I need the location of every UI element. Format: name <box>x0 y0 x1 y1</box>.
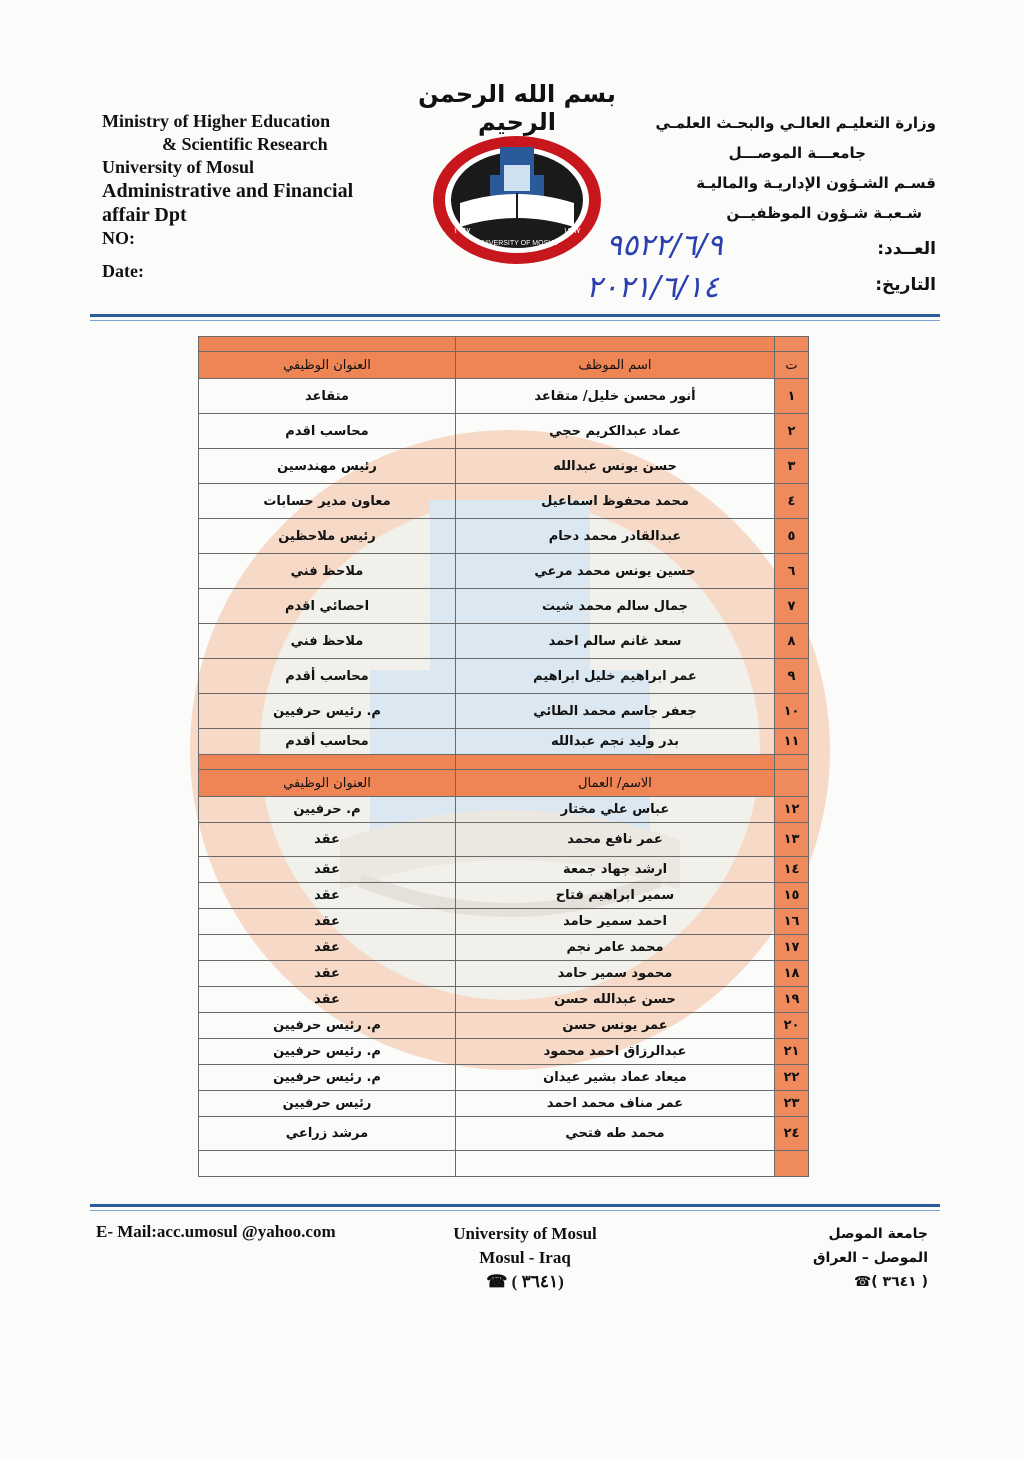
row-num: ٨ <box>775 624 809 659</box>
row-name: عبدالرزاق احمد محمود <box>456 1039 775 1065</box>
table-row <box>199 659 809 694</box>
row-num: ٢٠ <box>775 1013 809 1039</box>
handwritten-date: ٢٠٢١/٦/١٤ <box>586 270 720 305</box>
footer-center <box>440 1222 610 1294</box>
number-label-ar: العــدد: <box>877 239 936 259</box>
research-line: & Scientific Research <box>162 134 328 154</box>
row-title: ملاحظ فني <box>199 624 456 659</box>
table-header-row-labels <box>199 352 809 379</box>
header-name-spacer <box>456 337 775 352</box>
table-row <box>199 909 809 935</box>
table-header-row <box>199 337 809 352</box>
row-num: ٦ <box>775 554 809 589</box>
header-rule-thin <box>90 320 940 321</box>
table-row <box>199 449 809 484</box>
footer-university-ar: جامعة الموصل <box>828 1226 928 1242</box>
row-num: ١٥ <box>775 883 809 909</box>
row-title: معاون مدير حسابات <box>199 484 456 519</box>
handwritten-number: ٩٥٢٢/٦/٩ <box>606 228 723 263</box>
ministry-line-ar: وزارة التعليـم العالـي والبحـث العلمـي <box>655 114 936 132</box>
header-title: العنوان الوظيفي <box>199 352 456 379</box>
table-row <box>199 729 809 755</box>
footer-phone: ☎ ( ٣٦٤١) <box>486 1272 564 1291</box>
row-num: ٢ <box>775 414 809 449</box>
university-line: University of Mosul <box>102 157 254 177</box>
footer-city-ar: الموصل – العراق <box>813 1250 928 1266</box>
footer-arabic <box>728 1222 928 1294</box>
row-num: ٣ <box>775 449 809 484</box>
row-num: ٢١ <box>775 1039 809 1065</box>
row-name: حسن عبدالله حسن <box>456 987 775 1013</box>
table-row <box>199 554 809 589</box>
row-num: ٤ <box>775 484 809 519</box>
row-name: بدر وليد نجم عبدالله <box>456 729 775 755</box>
row-name: جعفر جاسم محمد الطائي <box>456 694 775 729</box>
row-name: محمد محفوظ اسماعيل <box>456 484 775 519</box>
header-rule <box>90 314 940 317</box>
ministry-line: Ministry of Higher Education <box>102 111 331 131</box>
table-row <box>199 694 809 729</box>
table-row <box>199 519 809 554</box>
row-num: ١٢ <box>775 797 809 823</box>
row-title: رئيس حرفيين <box>199 1091 456 1117</box>
row-name: محمد طه فتحي <box>456 1117 775 1151</box>
table-row <box>199 624 809 659</box>
row-title: عقد <box>199 961 456 987</box>
row-title: متقاعد <box>199 379 456 414</box>
row-title: عقد <box>199 909 456 935</box>
header2-num <box>775 770 809 797</box>
department-line-ar: قسـم الشـؤون الإداريـة والماليـة <box>696 174 936 192</box>
table-row <box>199 379 809 414</box>
footer-city: Mosul - Iraq <box>479 1248 571 1267</box>
row-name: حسن يونس عبدالله <box>456 449 775 484</box>
row-title: م. رئيس حرفيين <box>199 1039 456 1065</box>
row-title <box>199 1151 456 1177</box>
date-label-en: Date: <box>102 261 144 281</box>
table-row <box>199 987 809 1013</box>
row-title: م. رئيس حرفيين <box>199 1065 456 1091</box>
employee-table <box>198 336 809 1177</box>
table-row <box>199 484 809 519</box>
footer-rule-thin <box>90 1210 940 1211</box>
row-name: عماد عبدالكريم حجي <box>456 414 775 449</box>
university-line-ar: جامعـــة الموصـــل <box>728 144 866 162</box>
seal-year-right: ١٩٦٧ <box>563 226 581 235</box>
header-english <box>102 110 432 283</box>
row-title: رئيس ملاحظين <box>199 519 456 554</box>
footer-email: E- Mail:acc.umosul @yahoo.com <box>96 1222 336 1241</box>
table-row <box>199 1117 809 1151</box>
row-name: ارشد جهاد جمعة <box>456 857 775 883</box>
department-line-1: Administrative and Financial <box>102 180 354 202</box>
table-row <box>199 1039 809 1065</box>
table-header-row-2 <box>199 755 809 770</box>
row-title: محاسب أقدم <box>199 659 456 694</box>
number-label-en: NO: <box>102 228 135 248</box>
row-num: ٢٤ <box>775 1117 809 1151</box>
row-name: عمر نافع محمد <box>456 823 775 857</box>
footer-university: University of Mosul <box>453 1224 597 1243</box>
row-name: سعد غانم سالم احمد <box>456 624 775 659</box>
row-title: عقد <box>199 883 456 909</box>
row-name: حسين يونس محمد مرعي <box>456 554 775 589</box>
row-name: أنور محسن خليل/ متقاعد <box>456 379 775 414</box>
row-title: مرشد زراعي <box>199 1117 456 1151</box>
row-title: ملاحظ فني <box>199 554 456 589</box>
row-title: م. رئيس حرفيين <box>199 1013 456 1039</box>
row-name: احمد سمير حامد <box>456 909 775 935</box>
table-row <box>199 1091 809 1117</box>
seal-year-left: ١٩٦٧ <box>453 226 471 235</box>
footer-phone-ar: ☎( ٣٦٤١ ) <box>853 1274 928 1290</box>
table-row <box>199 1065 809 1091</box>
header2-title-spacer <box>199 755 456 770</box>
row-num: ٧ <box>775 589 809 624</box>
row-num: ١٤ <box>775 857 809 883</box>
row-num: ١٣ <box>775 823 809 857</box>
row-name: ميعاد عماد بشير عيدان <box>456 1065 775 1091</box>
row-title: م. حرفيين <box>199 797 456 823</box>
row-name: محمود سمير حامد <box>456 961 775 987</box>
table-header-row-2-labels <box>199 770 809 797</box>
row-title: محاسب أقدم <box>199 729 456 755</box>
table-row <box>199 797 809 823</box>
row-name: محمد عامر نجم <box>456 935 775 961</box>
table-row <box>199 883 809 909</box>
row-num: ٢٣ <box>775 1091 809 1117</box>
header-title-spacer <box>199 337 456 352</box>
row-num: ٥ <box>775 519 809 554</box>
table-row <box>199 823 809 857</box>
row-title: عقد <box>199 857 456 883</box>
row-name: عباس علي مختار <box>456 797 775 823</box>
row-name: عمر ابراهيم خليل ابراهيم <box>456 659 775 694</box>
row-num: ١٦ <box>775 909 809 935</box>
row-title: عقد <box>199 987 456 1013</box>
row-num: ٢٢ <box>775 1065 809 1091</box>
header2-name: الاسم/ العمال <box>456 770 775 797</box>
header-num: ت <box>775 352 809 379</box>
header2-name-spacer <box>456 755 775 770</box>
row-name: عمر مناف محمد احمد <box>456 1091 775 1117</box>
row-title: احصائي اقدم <box>199 589 456 624</box>
seal-ring-text: UNIVERSITY OF MOSUL <box>476 240 558 247</box>
row-title: رئيس مهندسين <box>199 449 456 484</box>
footer-rule <box>90 1204 940 1207</box>
row-name: جمال سالم محمد شيت <box>456 589 775 624</box>
date-label-ar: التاريخ: <box>875 275 936 295</box>
row-title: عقد <box>199 823 456 857</box>
row-num <box>775 1151 809 1177</box>
table-row <box>199 961 809 987</box>
row-title: محاسب اقدم <box>199 414 456 449</box>
university-seal-logo <box>432 135 602 265</box>
row-name: عبدالقادر محمد دحام <box>456 519 775 554</box>
row-num: ٩ <box>775 659 809 694</box>
table-row <box>199 589 809 624</box>
row-num: ١ <box>775 379 809 414</box>
header-num-spacer <box>775 337 809 352</box>
table-row <box>199 935 809 961</box>
table-row <box>199 1151 809 1177</box>
row-num: ١٩ <box>775 987 809 1013</box>
table-row <box>199 1013 809 1039</box>
section-line-ar: شـعبـة شـؤون الموظفيــن <box>726 204 922 222</box>
row-num: ١٨ <box>775 961 809 987</box>
table-row <box>199 857 809 883</box>
row-num: ١٠ <box>775 694 809 729</box>
row-name <box>456 1151 775 1177</box>
row-name: سمير ابراهيم فتاح <box>456 883 775 909</box>
table-row <box>199 414 809 449</box>
row-num: ١١ <box>775 729 809 755</box>
header-name: اسم الموظف <box>456 352 775 379</box>
header2-num-spacer <box>775 755 809 770</box>
row-num: ١٧ <box>775 935 809 961</box>
basmala: بسم الله الرحمن الرحيم <box>418 80 616 136</box>
row-name: عمر يونس حسن <box>456 1013 775 1039</box>
department-line-2: affair Dpt <box>102 204 187 226</box>
header2-title: العنوان الوظيفي <box>199 770 456 797</box>
row-title: عقد <box>199 935 456 961</box>
row-title: م. رئيس حرفيين <box>199 694 456 729</box>
